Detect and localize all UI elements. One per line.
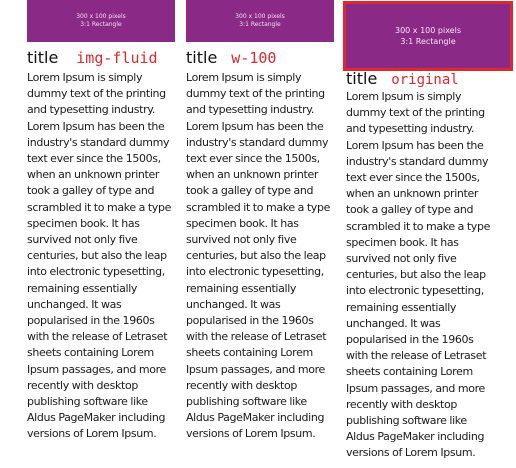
annotation-label: original [391,72,459,88]
card-original [346,0,516,462]
card-title: title [186,48,218,67]
card-title: title [27,48,59,67]
card-title-row [27,48,175,70]
placeholder-ratio-label: 3:1 Rectangle [80,21,122,28]
placeholder-size-label: 300 x 100 pixels [394,26,461,35]
card-title-row [346,69,516,89]
placeholder-size-label: 300 x 100 pixels [76,13,126,20]
placeholder-image [186,0,334,42]
card-title: title [346,69,378,88]
card-img-fluid [27,0,175,443]
placeholder-image-highlighted [343,1,513,71]
card-w-100 [186,0,334,443]
card-text: Lorem Ipsum is simply dummy text of the printing and typesetting industry. Lorem Ipsum has been the industry's standard dummy text ever since the 1500s, when an unknown printer took a galley of type and scrambled it to make a type specimen book. It has survived not only five centuries, but also the leap into electronic typesetting, remaining essentially unchanged. It was popularised in the 1960s with the release of Letraset sheets containing Lorem Ipsum passages, and more recently with desktop publishing software like Aldus PageMaker including versions of Lorem Ipsum. [186,71,331,441]
annotation-label: img-fluid [76,49,158,67]
placeholder-size-label: 300 x 100 pixels [235,13,285,20]
card-text: Lorem Ipsum is simply dummy text of the printing and typesetting industry. Lorem Ipsum has been the industry's standard dummy text ever since the 1500s, when an unknown printer took a galley of type and scrambled it to make a type specimen book. It has survived not only five centuries, but also the leap into electronic typesetting, remaining essentially unchanged. It was popularised in the 1960s with the release of Letraset sheets containing Lorem Ipsum passages, and more recently with desktop publishing software like Aldus PageMaker including versions of Lorem Ipsum. [27,71,172,441]
card-text: Lorem Ipsum is simply dummy text of the printing and typesetting industry. Lorem Ipsum has been the industry's standard dummy text ever since the 1500s, when an unknown printer took a galley of type and scrambled it to make a type specimen book. It has survived not only five centuries, but also the leap into electronic typesetting, remaining essentially unchanged. It was popularised in the 1960s with the release of Letraset sheets containing Lorem Ipsum passages, and more recently with desktop publishing software like Aldus PageMaker including versions of Lorem Ipsum. [346,90,491,460]
placeholder-ratio-label: 3:1 Rectangle [400,37,456,46]
annotation-label: w-100 [231,49,277,67]
card-title-row [186,48,334,70]
placeholder-ratio-label: 3:1 Rectangle [239,21,281,28]
placeholder-image [27,0,175,42]
